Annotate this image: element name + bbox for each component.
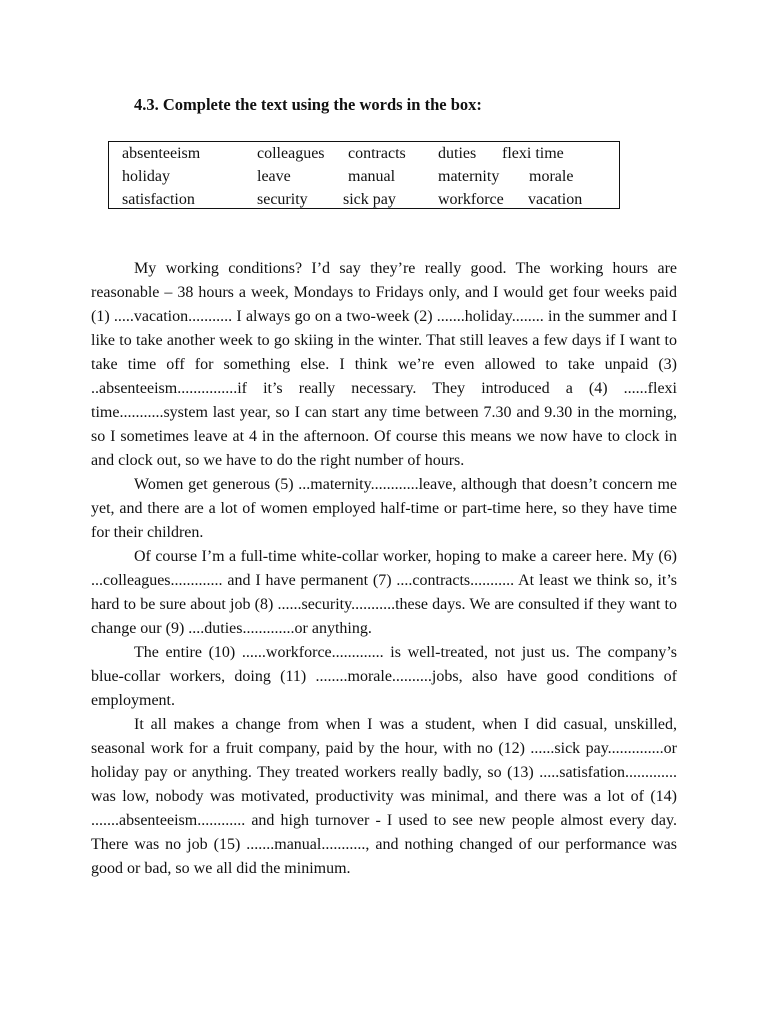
word-leave: leave <box>257 168 291 185</box>
word-box <box>108 141 620 209</box>
word-flexi-time: flexi time <box>502 145 564 162</box>
paragraph-5: It all makes a change from when I was a student, when I did casual, unskilled, seasonal work for a fruit company, paid by the hour, with no (12) ......sick pay..............or holiday pay or anything. They treated workers really badly, so (13) .....satisfation............. was low, nobody was motivated, productivity was minimal, and there was a lot of (14) .......absenteeism............ and high turnover - I used to see new people almost every day. There was no job (15) .......manual..........., and nothing changed of our performance was good or bad, so we all did the minimum. <box>91 716 677 877</box>
word-colleagues: colleagues <box>257 145 325 162</box>
exercise-heading: 4.3. Complete the text using the words in the box: <box>134 95 482 114</box>
word-security: security <box>257 191 308 208</box>
word-satisfaction: satisfaction <box>122 191 195 208</box>
paragraph-1: My working conditions? I’d say they’re really good. The working hours are reasonable – 38 hours a week, Mondays to Fridays only, and I would get four weeks paid (1) .....vacation........... I always go on a two-week (2) .......holiday........ in the summer and I like to take another week to go skiing in the winter. That still leaves a few days if I want to take time off for something else. I think we’re even allowed to take unpaid (3) ..absenteeism...............if it’s really necessary. They introduced a (4) ......flexi time...........system last year, so I can start any time between 7.30 and 9.30 in the morning, so I sometimes leave at 4 in the afternoon. Of course this means we now have to clock in and clock out, so we have to do the right number of hours. <box>91 260 677 469</box>
paragraph-2: Women get generous (5) ...maternity............leave, although that doesn’t concern me yet, and there are a lot of women employed half-time or part-time here, so they have time for their children. <box>91 476 677 541</box>
word-workforce: workforce <box>438 191 504 208</box>
passage <box>91 257 677 881</box>
word-absenteeism: absenteeism <box>122 145 201 162</box>
word-maternity: maternity <box>438 168 500 185</box>
word-holiday: holiday <box>122 168 170 185</box>
paragraph-4: The entire (10) ......workforce............. is well-treated, not just us. The company’s blue-collar workers, doing (11) ........morale..........jobs, also have good conditions of employment. <box>91 644 677 709</box>
word-vacation: vacation <box>528 191 583 208</box>
word-contracts: contracts <box>348 145 406 162</box>
paragraph-3: Of course I’m a full-time white-collar worker, hoping to make a career here. My (6) ...colleagues............. and I have permanent (7) ....contracts........... At least we think so, it’s hard to be sure about job (8) ......security...........these days. We are consulted if they want to change our (9) ....duties.............or anything. <box>91 548 677 637</box>
word-manual: manual <box>348 168 396 185</box>
word-sick-pay: sick pay <box>343 191 396 208</box>
word-morale: morale <box>529 168 574 185</box>
word-duties: duties <box>438 145 477 162</box>
